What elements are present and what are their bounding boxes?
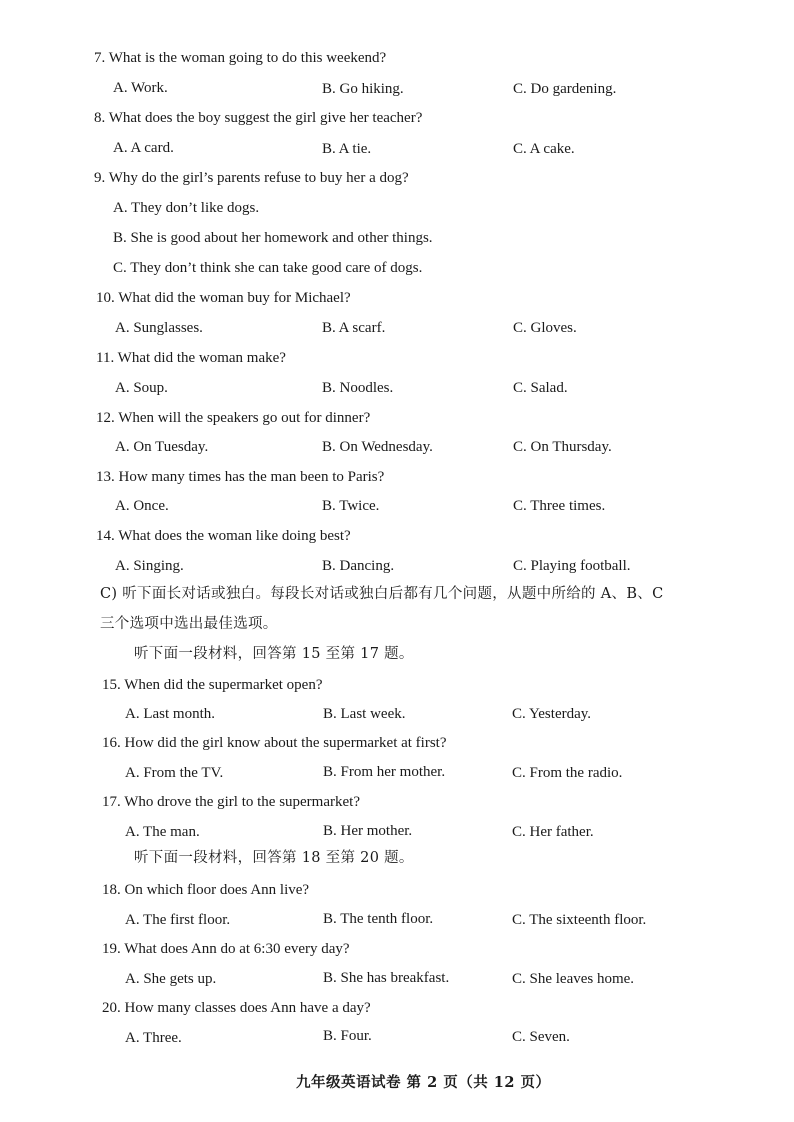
question-17: 17. Who drove the girl to the supermarket? <box>102 794 360 810</box>
q11-option-a: A. Soup. <box>115 380 168 396</box>
q9-option-b: B. She is good about her homework and other things. <box>113 230 433 246</box>
q13-option-b: B. Twice. <box>322 498 380 514</box>
q15-option-b: B. Last week. <box>323 706 406 722</box>
q7-option-b: B. Go hiking. <box>322 81 404 97</box>
q17-option-a: A. The man. <box>125 824 200 840</box>
question-18: 18. On which floor does Ann live? <box>102 882 310 898</box>
q20-option-a: A. Three. <box>125 1030 182 1046</box>
q18-option-a: A. The first floor. <box>125 912 231 928</box>
q9-option-a: A. They don’t like dogs. <box>113 200 260 216</box>
q7-option-a: A. Work. <box>113 80 168 96</box>
question-7: 7. What is the woman going to do this weekend? <box>94 50 387 66</box>
q8-option-c: C. A cake. <box>513 141 575 157</box>
q11-option-b: B. Noodles. <box>322 380 394 396</box>
q17-option-b: B. Her mother. <box>323 823 413 839</box>
question-11: 11. What did the woman make? <box>96 350 286 366</box>
q15-option-a: A. Last month. <box>125 706 215 722</box>
question-10: 10. What did the woman buy for Michael? <box>96 290 351 306</box>
question-13: 13. How many times has the man been to Paris? <box>96 469 385 485</box>
q11-option-c: C. Salad. <box>513 380 568 396</box>
q19-option-c: C. She leaves home. <box>512 971 635 987</box>
q15-option-c: C. Yesterday. <box>512 706 592 722</box>
q19-option-a: A. She gets up. <box>125 971 217 987</box>
question-15: 15. When did the supermarket open? <box>102 677 323 693</box>
q8-option-a: A. A card. <box>113 140 174 156</box>
question-19: 19. What does Ann do at 6:30 every day? <box>102 941 350 957</box>
question-9: 9. Why do the girl’s parents refuse to buy her a dog? <box>94 170 409 186</box>
q16-option-b: B. From her mother. <box>323 764 446 780</box>
q10-option-b: B. A scarf. <box>322 320 386 336</box>
section-c-instruction-line1: C) 听下面长对话或独白。每段长对话或独白后都有几个问题，从题中所给的 A、B、C <box>100 586 664 602</box>
q20-option-b: B. Four. <box>323 1028 372 1044</box>
q16-option-c: C. From the radio. <box>512 765 623 781</box>
question-14: 14. What does the woman like doing best? <box>96 528 351 544</box>
q10-option-c: C. Gloves. <box>513 320 577 336</box>
q17-option-c: C. Her father. <box>512 824 594 840</box>
q14-option-a: A. Singing. <box>115 558 184 574</box>
q8-option-b: B. A tie. <box>322 141 372 157</box>
q10-option-a: A. Sunglasses. <box>115 320 203 336</box>
q13-option-c: C. Three times. <box>513 498 606 514</box>
question-16: 16. How did the girl know about the supermarket at first? <box>102 735 447 751</box>
q18-option-c: C. The sixteenth floor. <box>512 912 647 928</box>
q14-option-c: C. Playing football. <box>513 558 631 574</box>
q9-option-c: C. They don’t think she can take good care of dogs. <box>113 260 423 276</box>
page-footer: 九年级英语试卷 第 2 页（共 12 页） <box>296 1074 551 1091</box>
q7-option-c: C. Do gardening. <box>513 81 617 97</box>
q13-option-a: A. Once. <box>115 498 169 514</box>
section-c-instruction-line2: 三个选项中选出最佳选项。 <box>100 616 278 632</box>
q18-option-b: B. The tenth floor. <box>323 911 434 927</box>
q14-option-b: B. Dancing. <box>322 558 395 574</box>
q19-option-b: B. She has breakfast. <box>323 970 450 986</box>
q12-option-a: A. On Tuesday. <box>115 439 209 455</box>
question-12: 12. When will the speakers go out for dinner? <box>96 410 371 426</box>
question-20: 20. How many classes does Ann have a day? <box>102 1000 371 1016</box>
section-c-sub-instruction-1: 听下面一段材料，回答第 15 至第 17 题。 <box>134 646 414 662</box>
q12-option-c: C. On Thursday. <box>513 439 612 455</box>
q12-option-b: B. On Wednesday. <box>322 439 433 455</box>
question-8: 8. What does the boy suggest the girl give her teacher? <box>94 110 423 126</box>
q20-option-c: C. Seven. <box>512 1029 570 1045</box>
section-c-sub-instruction-2: 听下面一段材料，回答第 18 至第 20 题。 <box>134 850 414 866</box>
q16-option-a: A. From the TV. <box>125 765 224 781</box>
